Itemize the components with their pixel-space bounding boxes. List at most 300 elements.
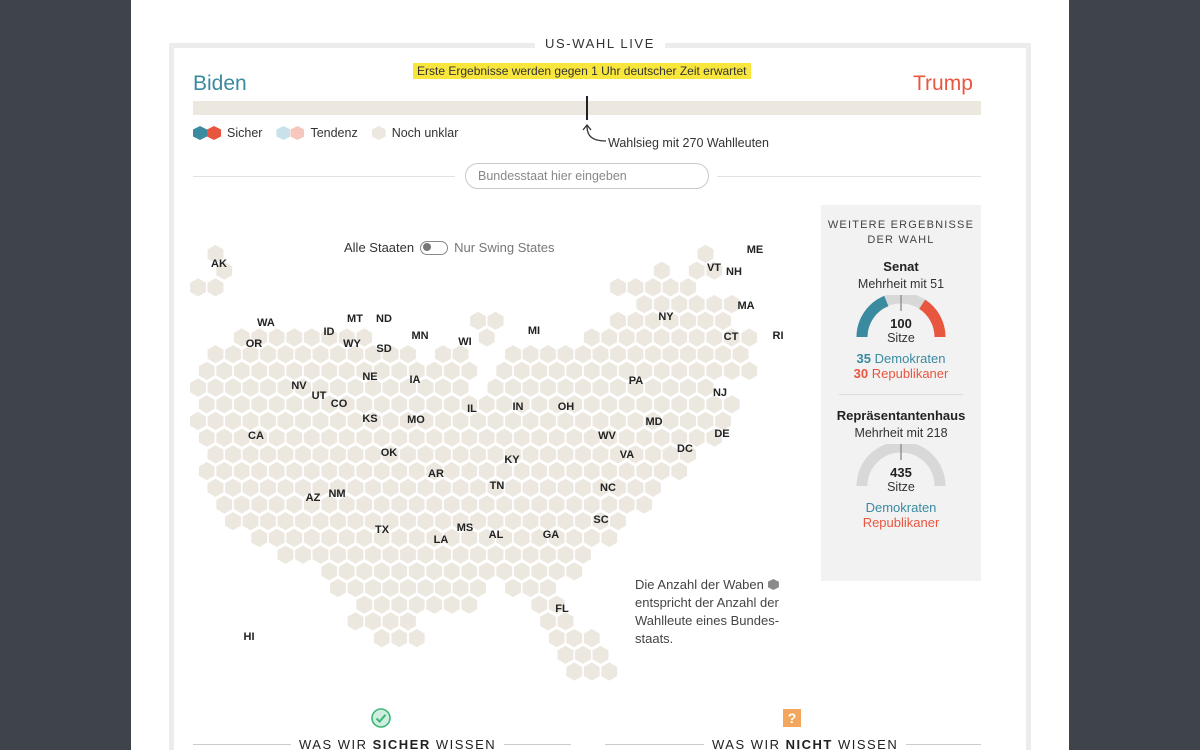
hex-cell[interactable] [557, 478, 574, 498]
hex-cell[interactable] [679, 411, 696, 431]
hex-cell[interactable] [671, 328, 688, 348]
hex-cell[interactable] [251, 361, 268, 381]
hex-cell[interactable] [268, 495, 285, 515]
hex-cell[interactable] [531, 595, 548, 615]
hex-cell[interactable] [741, 328, 758, 348]
hex-cell[interactable] [601, 328, 618, 348]
hex-cell[interactable] [399, 545, 416, 565]
hex-cell[interactable] [426, 394, 443, 414]
hex-cell[interactable] [461, 561, 478, 581]
hex-cell[interactable] [224, 411, 241, 431]
hex-cell[interactable] [277, 545, 294, 565]
hex-cell[interactable] [303, 428, 320, 448]
hex-cell[interactable] [408, 595, 425, 615]
hex-cell[interactable] [286, 394, 303, 414]
hex-cell[interactable] [618, 328, 635, 348]
hex-cell[interactable] [697, 311, 714, 331]
hex-cell[interactable] [592, 645, 609, 665]
hex-cell[interactable] [417, 578, 434, 598]
hex-cell[interactable] [522, 578, 539, 598]
hex-cell[interactable] [697, 411, 714, 431]
hex-cell[interactable] [434, 344, 451, 364]
hex-cell[interactable] [338, 428, 355, 448]
hex-cell[interactable] [636, 328, 653, 348]
hex-cell[interactable] [574, 511, 591, 531]
hex-cell[interactable] [583, 495, 600, 515]
hex-cell[interactable] [356, 461, 373, 481]
hex-cell[interactable] [321, 361, 338, 381]
hex-cell[interactable] [391, 495, 408, 515]
hex-cell[interactable] [216, 428, 233, 448]
hex-cell[interactable] [224, 344, 241, 364]
hex-cell[interactable] [583, 461, 600, 481]
hex-cell[interactable] [399, 478, 416, 498]
hex-cell[interactable] [294, 511, 311, 531]
hex-cell[interactable] [242, 378, 259, 398]
hex-cell[interactable] [321, 528, 338, 548]
hex-cell[interactable] [644, 378, 661, 398]
hex-cell[interactable] [653, 394, 670, 414]
hex-cell[interactable] [627, 277, 644, 297]
hex-cell[interactable] [224, 444, 241, 464]
hex-cell[interactable] [391, 461, 408, 481]
hex-cell[interactable] [539, 344, 556, 364]
hex-cell[interactable] [417, 511, 434, 531]
hex-cell[interactable] [592, 444, 609, 464]
hex-cell[interactable] [583, 662, 600, 682]
hex-cell[interactable] [478, 328, 495, 348]
hex-cell[interactable] [452, 545, 469, 565]
hex-cell[interactable] [566, 361, 583, 381]
hex-cell[interactable] [329, 545, 346, 565]
hex-cell[interactable] [566, 561, 583, 581]
hex-cell[interactable] [574, 645, 591, 665]
hex-cell[interactable] [688, 361, 705, 381]
hex-cell[interactable] [434, 545, 451, 565]
hex-cell[interactable] [583, 328, 600, 348]
hex-cell[interactable] [636, 461, 653, 481]
hex-cell[interactable] [461, 461, 478, 481]
hex-cell[interactable] [443, 428, 460, 448]
hex-cell[interactable] [679, 311, 696, 331]
hex-cell[interactable] [504, 545, 521, 565]
hex-cell[interactable] [329, 444, 346, 464]
hex-cell[interactable] [496, 394, 513, 414]
hex-cell[interactable] [443, 595, 460, 615]
hex-cell[interactable] [487, 545, 504, 565]
hex-cell[interactable] [382, 545, 399, 565]
hex-cell[interactable] [303, 461, 320, 481]
hex-cell[interactable] [522, 545, 539, 565]
hex-cell[interactable] [242, 444, 259, 464]
hex-cell[interactable] [513, 528, 530, 548]
hex-cell[interactable] [347, 578, 364, 598]
hex-cell[interactable] [452, 444, 469, 464]
hex-cell[interactable] [478, 561, 495, 581]
hex-cell[interactable] [426, 595, 443, 615]
hex-cell[interactable] [391, 428, 408, 448]
hex-cell[interactable] [697, 344, 714, 364]
hex-cell[interactable] [207, 411, 224, 431]
hex-cell[interactable] [373, 561, 390, 581]
hex-cell[interactable] [268, 528, 285, 548]
hex-cell[interactable] [364, 578, 381, 598]
hex-cell[interactable] [461, 428, 478, 448]
hex-cell[interactable] [321, 561, 338, 581]
hex-cell[interactable] [548, 428, 565, 448]
hex-cell[interactable] [452, 478, 469, 498]
hex-cell[interactable] [329, 411, 346, 431]
hex-cell[interactable] [408, 628, 425, 648]
toggle-swing-label[interactable]: Nur Swing States [454, 240, 555, 255]
hex-cell[interactable] [347, 444, 364, 464]
hex-cell[interactable] [566, 495, 583, 515]
hex-cell[interactable] [364, 444, 381, 464]
hex-cell[interactable] [662, 277, 679, 297]
hex-cell[interactable] [557, 645, 574, 665]
hex-cell[interactable] [732, 344, 749, 364]
hex-cell[interactable] [251, 461, 268, 481]
hex-cell[interactable] [574, 344, 591, 364]
hex-cell[interactable] [242, 511, 259, 531]
hex-cell[interactable] [644, 444, 661, 464]
hex-cell[interactable] [338, 528, 355, 548]
hex-cell[interactable] [434, 444, 451, 464]
hex-cell[interactable] [653, 461, 670, 481]
hex-cell[interactable] [399, 344, 416, 364]
hex-cell[interactable] [391, 561, 408, 581]
hex-cell[interactable] [583, 628, 600, 648]
hex-cell[interactable] [216, 394, 233, 414]
hex-cell[interactable] [373, 628, 390, 648]
hex-cell[interactable] [662, 378, 679, 398]
hex-cell[interactable] [417, 478, 434, 498]
hex-cell[interactable] [382, 611, 399, 631]
hex-cell[interactable] [469, 478, 486, 498]
hex-cell[interactable] [373, 394, 390, 414]
hex-cell[interactable] [224, 378, 241, 398]
hex-cell[interactable] [557, 511, 574, 531]
hex-cell[interactable] [364, 611, 381, 631]
hex-cell[interactable] [592, 378, 609, 398]
hex-cell[interactable] [636, 294, 653, 314]
hex-cell[interactable] [321, 461, 338, 481]
hex-cell[interactable] [426, 561, 443, 581]
hex-cell[interactable] [592, 411, 609, 431]
hex-cell[interactable] [539, 611, 556, 631]
hex-cell[interactable] [609, 511, 626, 531]
hex-cell[interactable] [259, 378, 276, 398]
hex-cell[interactable] [286, 528, 303, 548]
hex-cell[interactable] [207, 277, 224, 297]
hex-cell[interactable] [539, 444, 556, 464]
hex-cell[interactable] [382, 378, 399, 398]
hex-cell[interactable] [504, 578, 521, 598]
hex-cell[interactable] [286, 461, 303, 481]
hex-cell[interactable] [609, 378, 626, 398]
hex-cell[interactable] [338, 461, 355, 481]
hex-cell[interactable] [312, 411, 329, 431]
hex-cell[interactable] [513, 561, 530, 581]
hex-cell[interactable] [469, 444, 486, 464]
hex-cell[interactable] [539, 378, 556, 398]
hex-cell[interactable] [268, 394, 285, 414]
hex-cell[interactable] [653, 361, 670, 381]
hex-cell[interactable] [548, 361, 565, 381]
hex-cell[interactable] [557, 545, 574, 565]
hex-cell[interactable] [417, 444, 434, 464]
hex-cell[interactable] [548, 628, 565, 648]
hex-cell[interactable] [601, 461, 618, 481]
hex-cell[interactable] [741, 361, 758, 381]
hex-cell[interactable] [443, 495, 460, 515]
hex-cell[interactable] [417, 545, 434, 565]
hex-cell[interactable] [496, 361, 513, 381]
hex-cell[interactable] [671, 394, 688, 414]
hex-cell[interactable] [224, 478, 241, 498]
hex-cell[interactable] [574, 378, 591, 398]
hex-cell[interactable] [321, 428, 338, 448]
hex-cell[interactable] [714, 344, 731, 364]
hex-cell[interactable] [522, 411, 539, 431]
hex-cell[interactable] [259, 478, 276, 498]
hex-cell[interactable] [539, 411, 556, 431]
hex-cell[interactable] [513, 428, 530, 448]
hex-cell[interactable] [277, 411, 294, 431]
hex-cell[interactable] [216, 461, 233, 481]
hex-cell[interactable] [504, 411, 521, 431]
hex-cell[interactable] [636, 495, 653, 515]
hex-cell[interactable] [496, 428, 513, 448]
hex-cell[interactable] [329, 578, 346, 598]
hex-cell[interactable] [609, 311, 626, 331]
hex-cell[interactable] [557, 344, 574, 364]
hex-cell[interactable] [487, 311, 504, 331]
hex-cell[interactable] [478, 428, 495, 448]
hex-cell[interactable] [303, 528, 320, 548]
hex-cell[interactable] [583, 394, 600, 414]
hex-cell[interactable] [504, 511, 521, 531]
hex-cell[interactable] [286, 495, 303, 515]
hex-cell[interactable] [259, 411, 276, 431]
hex-cell[interactable] [373, 428, 390, 448]
hex-cell[interactable] [391, 628, 408, 648]
hex-cell[interactable] [548, 495, 565, 515]
hex-cell[interactable] [609, 411, 626, 431]
hex-cell[interactable] [452, 578, 469, 598]
hex-cell[interactable] [443, 361, 460, 381]
hex-cell[interactable] [566, 428, 583, 448]
hex-cell[interactable] [566, 662, 583, 682]
hex-cell[interactable] [557, 378, 574, 398]
hex-cell[interactable] [303, 328, 320, 348]
hex-cell[interactable] [443, 461, 460, 481]
hex-cell[interactable] [706, 294, 723, 314]
hex-cell[interactable] [601, 361, 618, 381]
hex-cell[interactable] [723, 361, 740, 381]
hex-cell[interactable] [312, 344, 329, 364]
hex-cell[interactable] [644, 478, 661, 498]
hex-cell[interactable] [557, 411, 574, 431]
hex-cell[interactable] [443, 394, 460, 414]
hex-cell[interactable] [329, 378, 346, 398]
hex-cell[interactable] [382, 578, 399, 598]
hex-cell[interactable] [434, 411, 451, 431]
hex-cell[interactable] [574, 478, 591, 498]
hex-cell[interactable] [268, 461, 285, 481]
hex-cell[interactable] [513, 495, 530, 515]
hex-cell[interactable] [268, 361, 285, 381]
hex-cell[interactable] [207, 444, 224, 464]
hex-cell[interactable] [522, 511, 539, 531]
hex-cell[interactable] [434, 478, 451, 498]
hex-cell[interactable] [653, 328, 670, 348]
hex-cell[interactable] [513, 361, 530, 381]
hex-cell[interactable] [539, 545, 556, 565]
hex-cell[interactable] [688, 328, 705, 348]
hex-cell[interactable] [338, 561, 355, 581]
hex-cell[interactable] [496, 495, 513, 515]
hex-cell[interactable] [531, 361, 548, 381]
hex-cell[interactable] [644, 344, 661, 364]
hex-cell[interactable] [198, 394, 215, 414]
hex-cell[interactable] [233, 495, 250, 515]
hex-cell[interactable] [601, 662, 618, 682]
hex-cell[interactable] [242, 478, 259, 498]
hex-cell[interactable] [268, 328, 285, 348]
hex-cell[interactable] [268, 428, 285, 448]
hex-cell[interactable] [373, 461, 390, 481]
hex-cell[interactable] [583, 361, 600, 381]
hex-cell[interactable] [548, 561, 565, 581]
hex-cell[interactable] [233, 361, 250, 381]
hex-cell[interactable] [522, 344, 539, 364]
hex-cell[interactable] [303, 361, 320, 381]
hex-cell[interactable] [531, 561, 548, 581]
hex-cell[interactable] [566, 528, 583, 548]
hex-cell[interactable] [539, 478, 556, 498]
hex-cell[interactable] [618, 461, 635, 481]
hex-cell[interactable] [706, 328, 723, 348]
hex-cell[interactable] [347, 511, 364, 531]
hex-cell[interactable] [592, 344, 609, 364]
hex-cell[interactable] [391, 361, 408, 381]
hex-cell[interactable] [399, 578, 416, 598]
hex-cell[interactable] [487, 444, 504, 464]
hex-cell[interactable] [408, 528, 425, 548]
hex-cell[interactable] [574, 545, 591, 565]
hex-cell[interactable] [504, 344, 521, 364]
hex-cell[interactable] [189, 411, 206, 431]
hex-cell[interactable] [566, 628, 583, 648]
hex-cell[interactable] [294, 545, 311, 565]
hex-cell[interactable] [697, 378, 714, 398]
hex-cell[interactable] [364, 478, 381, 498]
hex-cell[interactable] [461, 361, 478, 381]
hex-cell[interactable] [452, 378, 469, 398]
hex-cell[interactable] [189, 277, 206, 297]
hex-cell[interactable] [216, 495, 233, 515]
hex-cell[interactable] [627, 344, 644, 364]
hex-cell[interactable] [461, 495, 478, 515]
hex-cell[interactable] [478, 495, 495, 515]
toggle-all-label[interactable]: Alle Staaten [344, 240, 415, 255]
hex-cell[interactable] [426, 495, 443, 515]
hex-cell[interactable] [679, 344, 696, 364]
hex-cell[interactable] [627, 311, 644, 331]
hex-cell[interactable] [618, 495, 635, 515]
hex-cell[interactable] [487, 411, 504, 431]
hex-cell[interactable] [574, 444, 591, 464]
hex-cell[interactable] [531, 461, 548, 481]
hex-cell[interactable] [242, 411, 259, 431]
hex-cell[interactable] [312, 444, 329, 464]
hex-cell[interactable] [233, 394, 250, 414]
hex-cell[interactable] [636, 428, 653, 448]
hex-cell[interactable] [662, 411, 679, 431]
hex-cell[interactable] [189, 378, 206, 398]
hex-cell[interactable] [697, 244, 714, 264]
hex-cell[interactable] [356, 428, 373, 448]
hex-cell[interactable] [286, 328, 303, 348]
hex-cell[interactable] [207, 344, 224, 364]
hex-cell[interactable] [531, 495, 548, 515]
hex-cell[interactable] [356, 595, 373, 615]
hex-cell[interactable] [312, 511, 329, 531]
hex-cell[interactable] [373, 495, 390, 515]
hex-cell[interactable] [671, 461, 688, 481]
hex-cell[interactable] [548, 461, 565, 481]
hex-cell[interactable] [434, 511, 451, 531]
hex-cell[interactable] [688, 294, 705, 314]
hex-cell[interactable] [531, 428, 548, 448]
hex-cell[interactable] [627, 478, 644, 498]
hex-cell[interactable] [601, 528, 618, 548]
hex-cell[interactable] [461, 595, 478, 615]
hex-cell[interactable] [408, 561, 425, 581]
hex-cell[interactable] [216, 361, 233, 381]
hex-cell[interactable] [566, 461, 583, 481]
hex-cell[interactable] [399, 444, 416, 464]
hex-cell[interactable] [557, 444, 574, 464]
hex-cell[interactable] [408, 394, 425, 414]
hex-cell[interactable] [251, 394, 268, 414]
hex-cell[interactable] [198, 461, 215, 481]
hex-cell[interactable] [618, 428, 635, 448]
hex-cell[interactable] [522, 444, 539, 464]
hex-cell[interactable] [662, 344, 679, 364]
hex-cell[interactable] [356, 495, 373, 515]
hex-cell[interactable] [347, 545, 364, 565]
hex-cell[interactable] [294, 411, 311, 431]
hex-cell[interactable] [644, 277, 661, 297]
hex-cell[interactable] [688, 394, 705, 414]
hex-cell[interactable] [347, 611, 364, 631]
hex-cell[interactable] [286, 361, 303, 381]
hex-cell[interactable] [469, 311, 486, 331]
hex-cell[interactable] [347, 478, 364, 498]
hex-cell[interactable] [356, 561, 373, 581]
hex-cell[interactable] [277, 444, 294, 464]
hex-cell[interactable] [522, 378, 539, 398]
hex-cell[interactable] [329, 511, 346, 531]
hex-cell[interactable] [434, 578, 451, 598]
hex-cell[interactable] [382, 478, 399, 498]
hex-cell[interactable] [364, 545, 381, 565]
hex-cell[interactable] [251, 528, 268, 548]
hex-cell[interactable] [601, 495, 618, 515]
hex-cell[interactable] [198, 361, 215, 381]
